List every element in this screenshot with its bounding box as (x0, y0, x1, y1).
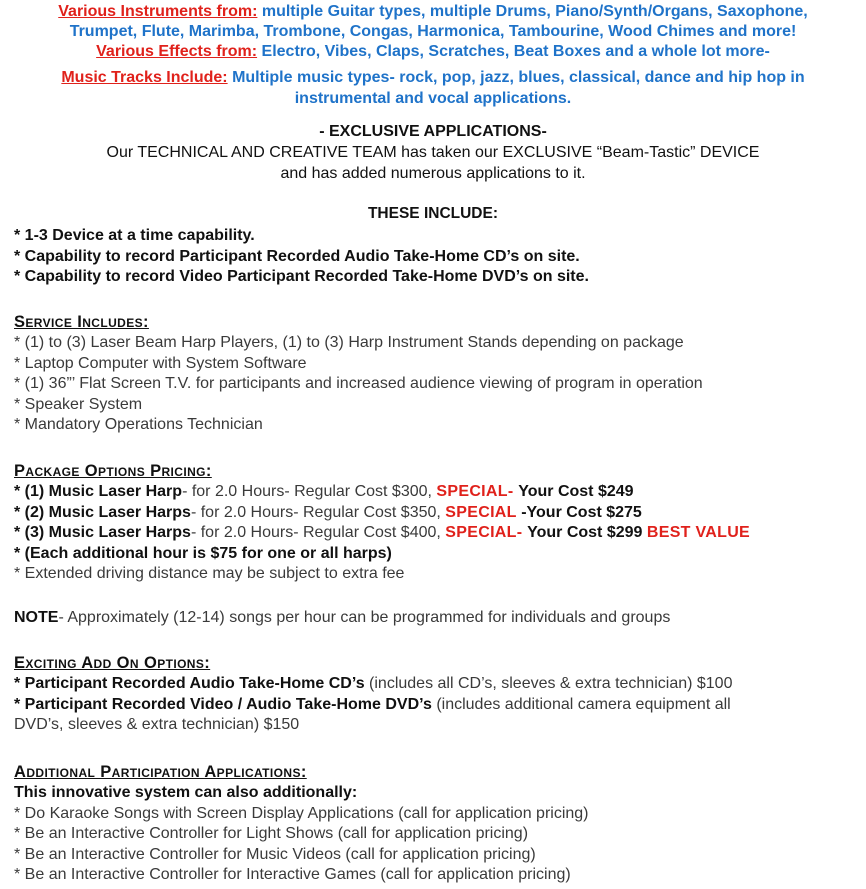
effects-line (0, 42, 866, 62)
list-item: * (1) 36”’ Flat Screen T.V. for participants and increased audience viewing of program in operation (14, 375, 703, 392)
tracks-text-b: instrumental and vocal applications. (294, 90, 572, 107)
tracks-block (0, 67, 866, 109)
package-name: (3) Music Laser Harps (24, 524, 191, 541)
package-name: (1) Music Laser Harp (24, 483, 183, 500)
exclusive-title: - EXCLUSIVE APPLICATIONS- (319, 123, 547, 140)
exclusive-block (0, 121, 866, 184)
your-cost: Your Cost $299 (527, 524, 647, 541)
row-star: * (14, 503, 25, 521)
service-section (14, 312, 703, 436)
pricing-section (14, 461, 750, 585)
special-separator: - (516, 524, 528, 541)
service-heading: Service Includes: (14, 313, 149, 331)
list-item: * Capability to record Participant Recorded Audio Take-Home CD’s on site. (14, 247, 580, 265)
instruments-label: Various Instruments from: (58, 3, 258, 20)
addon-star: * (14, 695, 25, 713)
participation-heading: Additional Participation Applications: (14, 763, 307, 781)
instruments-text-a: multiple Guitar types, multiple Drums, Piano/Synth/Organs, Saxophone, (261, 3, 808, 20)
additional-hour-note: * (Each additional hour is $75 for one or all harps) (14, 544, 392, 562)
package-details: - for 2.0 Hours- Regular Cost $400, (190, 524, 446, 541)
effects-label: Various Effects from: (96, 43, 258, 60)
addon-star: * (14, 675, 25, 692)
list-item: * Speaker System (14, 395, 143, 413)
participation-intro: This innovative system can also additionally: (14, 784, 358, 801)
package-details: - for 2.0 Hours- Regular Cost $350, (190, 503, 446, 521)
pricing-heading: Package Options Pricing: (14, 462, 212, 480)
addon-name: Participant Recorded Video / Audio Take-Home DVD’s (24, 695, 432, 713)
these-include-list (14, 226, 589, 288)
addons-section (14, 653, 732, 736)
exclusive-line-2: and has added numerous applications to it. (280, 165, 586, 182)
list-item: * Be an Interactive Controller for Music Videos (call for application pricing) (14, 845, 536, 863)
pricing-row (14, 523, 750, 544)
pricing-row (14, 482, 750, 503)
tracks-text-a: Multiple music types- rock, pop, jazz, blues, classical, dance and hip hop in (232, 69, 805, 86)
list-item: * Laptop Computer with System Software (14, 354, 307, 372)
package-details: - for 2.0 Hours- Regular Cost $300, (182, 483, 437, 500)
list-item: * Mandatory Operations Technician (14, 416, 263, 433)
row-star: * (14, 524, 25, 541)
your-cost: Your Cost $249 (518, 483, 634, 500)
addon-detail: (includes all CD’s, sleeves & extra technician) $100 (364, 675, 733, 692)
special-separator: - (516, 503, 527, 521)
best-value-label: BEST VALUE (646, 524, 751, 541)
instruments-line-1 (0, 2, 866, 22)
participation-section (14, 762, 589, 886)
effects-text: Electro, Vibes, Claps, Scratches, Beat Boxes and a whole lot more- (261, 43, 770, 60)
addon-item (14, 695, 732, 716)
addon-item (14, 674, 732, 695)
tracks-line-1 (0, 67, 866, 88)
pricing-row (14, 503, 750, 524)
list-item: * Capability to record Video Participant Recorded Take-Home DVD’s on site. (14, 268, 589, 285)
your-cost: Your Cost $275 (526, 503, 642, 521)
note-text: - Approximately (12-14) songs per hour can be programmed for individuals and groups (58, 609, 671, 626)
addon-name: Participant Recorded Audio Take-Home CD’s (24, 675, 365, 692)
addon-detail: (includes additional camera equipment all (431, 695, 731, 713)
special-label: SPECIAL (445, 524, 517, 541)
list-item: * (1) to (3) Laser Beam Harp Players, (1) to (3) Harp Instrument Stands depending on package (14, 334, 684, 351)
special-label: SPECIAL (436, 483, 508, 500)
addons-heading: Exciting Add On Options: (14, 654, 211, 672)
special-separator: - (507, 483, 519, 500)
instruments-block (0, 2, 866, 62)
these-include-title: THESE INCLUDE: (367, 205, 499, 222)
special-label: SPECIAL (445, 503, 517, 521)
driving-note: * Extended driving distance may be subject to extra fee (14, 565, 405, 582)
list-item: * Be an Interactive Controller for Light Shows (call for application pricing) (14, 825, 529, 842)
list-item: * Be an Interactive Controller for Interactive Games (call for application pricing) (14, 866, 571, 883)
note-line (14, 608, 670, 629)
list-item: * 1-3 Device at a time capability. (14, 227, 255, 244)
addon-wrap-line: DVD’s, sleeves & extra technician) $150 (14, 716, 300, 733)
tracks-label: Music Tracks Include: (61, 69, 228, 86)
note-label: NOTE (14, 609, 59, 626)
package-name: (2) Music Laser Harps (24, 503, 191, 521)
list-item: * Do Karaoke Songs with Screen Display Applications (call for application pricing) (14, 804, 589, 822)
instruments-text-b: Trumpet, Flute, Marimba, Trombone, Congas, Harmonica, Tambourine, Wood Chimes and more! (69, 23, 797, 40)
exclusive-line-1: Our TECHNICAL AND CREATIVE TEAM has taken our EXCLUSIVE “Beam-Tastic” DEVICE (106, 144, 760, 161)
row-star: * (14, 483, 25, 500)
